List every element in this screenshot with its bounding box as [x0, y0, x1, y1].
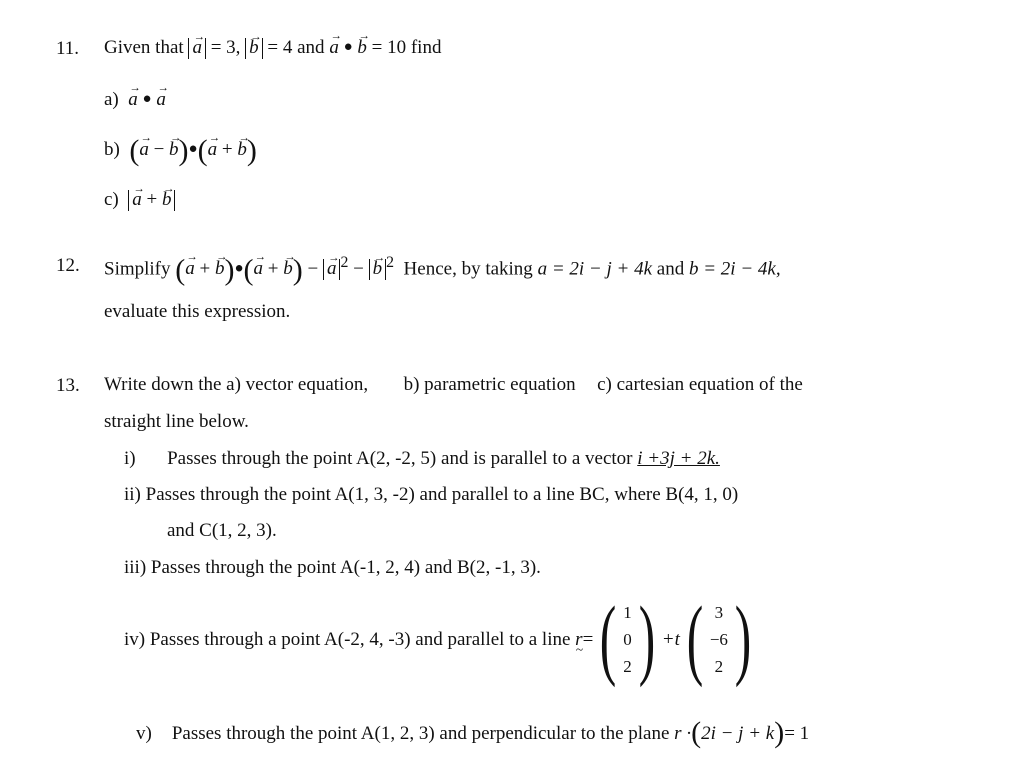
- question-11-stem: Given that → a = 3, → b = 4 and → a ● → b = 10 find: [104, 38, 441, 59]
- q13-item-v: v) Passes through the point A(1, 2, 3) and perpendicular to the plane r · ( 2i − j + k ) = 1: [136, 716, 810, 749]
- question-12-line2: evaluate this expression.: [104, 301, 291, 322]
- question-13-number: 13.: [56, 375, 80, 396]
- q12-hence: Hence, by taking: [403, 258, 533, 280]
- item-v-text: Passes through the point A(1, 2, 3) and perpendicular to the plane: [171, 722, 670, 744]
- item-iv-plus-t: +t: [661, 628, 680, 650]
- m2-row3: 2: [714, 656, 724, 676]
- question-13-line2: straight line below.: [104, 411, 249, 432]
- item-iv-label: iv): [124, 628, 146, 650]
- item-v-plane-inner: 2i − j + k: [701, 722, 775, 744]
- q11-find: find: [410, 37, 442, 58]
- question-11-number: 11.: [56, 38, 80, 59]
- part-a-label: a): [104, 89, 119, 110]
- m1-row2: 0: [623, 629, 632, 649]
- q11-and: and: [297, 37, 325, 58]
- q11-dot-value: 10: [387, 37, 407, 58]
- question-11-part-a: a) → a ● → a: [104, 90, 166, 109]
- item-iv-r: r ~: [575, 630, 582, 649]
- item-v-plane-lhs: r ·: [674, 722, 692, 744]
- q12-b-expr: b = 2i − 4k,: [688, 258, 781, 280]
- part-c-label: c): [104, 189, 119, 210]
- item-i-label: i): [124, 448, 136, 469]
- item-iii-label: iii): [124, 557, 147, 578]
- item-iv-point-vector: ( 1 0 2 ): [600, 589, 656, 688]
- m1-row1: 1: [623, 602, 632, 622]
- question-11-part-c: c) → a + → b: [104, 190, 175, 211]
- q12-and: and: [656, 258, 685, 280]
- item-i-text: Passes through the point A(2, -2, 5) and is parallel to a vector: [167, 448, 633, 469]
- item-iv-eq: =: [582, 628, 594, 650]
- m2-row1: 3: [714, 602, 724, 622]
- item-iv-text: Passes through a point A(-2, 4, -3) and parallel to a line: [149, 628, 571, 650]
- question-13-line1: [104, 375, 803, 394]
- m2-row2: −6: [709, 629, 728, 649]
- item-ii-label: ii): [124, 484, 141, 505]
- q13-item-iv: [124, 589, 758, 688]
- q13-item-ii: [124, 485, 738, 504]
- q11-intro: Given that: [104, 37, 184, 58]
- question-12-stem: Simplify (→ a + → b)●(→ a + → b) − → a $^2$ − → b $^2$ Hence, by taking a = 2i − j + 4k and b = 2i − 4k,: [104, 255, 781, 285]
- q13-item-iii: [124, 558, 541, 577]
- item-ii-text: Passes through the point A(1, 3, -2) and parallel to a line BC, where B(4, 1, 0): [145, 484, 739, 505]
- item-iii-text: Passes through the point A(-1, 2, 4) and B(2, -1, 3).: [150, 557, 541, 578]
- question-12-number: 12.: [56, 255, 80, 276]
- part-b-label: b): [104, 139, 120, 160]
- q12-simplify: Simplify: [104, 258, 171, 280]
- q11-mag-b: 4: [282, 37, 293, 58]
- q13-part-a: Write down the a) vector equation,: [104, 374, 369, 395]
- q13-item-i: [124, 449, 720, 468]
- item-v-plane-rhs: = 1: [784, 722, 810, 744]
- m1-row3: 2: [623, 656, 632, 676]
- q12-a-expr: a = 2i − j + 4k: [537, 258, 653, 280]
- item-iv-direction-vector: ( 3 −6 2 ): [686, 589, 752, 688]
- item-i-vector: i +3j + 2k.: [637, 448, 720, 469]
- item-v-label: v): [136, 722, 152, 744]
- q13-part-c: c) cartesian equation of the: [597, 374, 803, 395]
- q11-mag-a: 3: [226, 37, 236, 58]
- q13-item-ii-cont: and C(1, 2, 3).: [167, 520, 277, 541]
- q13-part-b: b) parametric equation: [403, 374, 576, 395]
- question-11-part-b: b) (→ a − → b)●(→ a + → b): [104, 136, 257, 166]
